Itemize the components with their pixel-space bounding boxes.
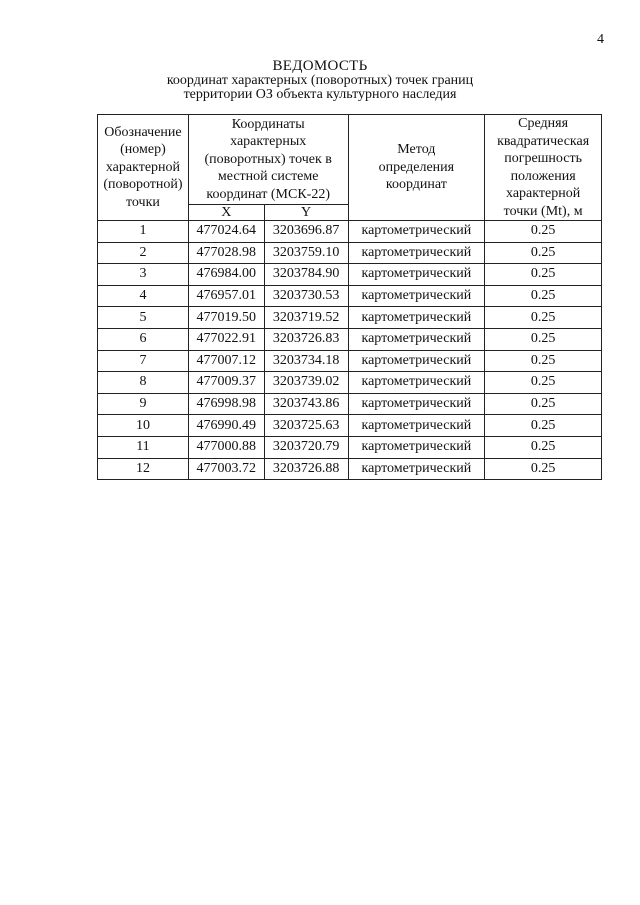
header-method: Метод определения координат (348, 115, 485, 221)
cell-y: 3203726.83 (264, 328, 348, 350)
table-row (98, 328, 602, 350)
cell-method: картометрический (348, 221, 485, 243)
header-coordinates: Координаты характерных (поворотных) точек в местной системе координат (МСК-22) (188, 115, 348, 205)
cell-y: 3203784.90 (264, 264, 348, 286)
cell-mean-square-error: 0.25 (485, 436, 602, 458)
cell-x: 477022.91 (188, 328, 264, 350)
table-row (98, 285, 602, 307)
cell-point-number: 5 (98, 307, 189, 329)
cell-method: картометрический (348, 350, 485, 372)
table-row (98, 350, 602, 372)
cell-mean-square-error: 0.25 (485, 415, 602, 437)
cell-point-number: 1 (98, 221, 189, 243)
table-row (98, 436, 602, 458)
cell-point-number: 2 (98, 242, 189, 264)
table-row (98, 415, 602, 437)
coordinates-table (97, 114, 602, 480)
cell-point-number: 12 (98, 458, 189, 480)
cell-mean-square-error: 0.25 (485, 242, 602, 264)
table-row (98, 372, 602, 394)
cell-y: 3203739.02 (264, 372, 348, 394)
cell-method: картометрический (348, 264, 485, 286)
cell-method: картометрический (348, 328, 485, 350)
cell-mean-square-error: 0.25 (485, 350, 602, 372)
document-title: ВЕДОМОСТЬ (272, 58, 368, 74)
table-body (98, 221, 602, 480)
cell-mean-square-error: 0.25 (485, 372, 602, 394)
cell-point-number: 9 (98, 393, 189, 415)
cell-x: 477024.64 (188, 221, 264, 243)
cell-x: 476998.98 (188, 393, 264, 415)
header-x: X (188, 205, 264, 221)
cell-x: 476990.49 (188, 415, 264, 437)
cell-x: 477007.12 (188, 350, 264, 372)
cell-x: 477000.88 (188, 436, 264, 458)
cell-y: 3203696.87 (264, 221, 348, 243)
cell-point-number: 10 (98, 415, 189, 437)
cell-y: 3203759.10 (264, 242, 348, 264)
cell-mean-square-error: 0.25 (485, 393, 602, 415)
cell-point-number: 8 (98, 372, 189, 394)
document-subtitle-line-2: территории ОЗ объекта культурного наследия (183, 87, 457, 102)
cell-mean-square-error: 0.25 (485, 285, 602, 307)
cell-x: 477028.98 (188, 242, 264, 264)
cell-mean-square-error: 0.25 (485, 221, 602, 243)
table-row (98, 458, 602, 480)
cell-method: картометрический (348, 436, 485, 458)
cell-y: 3203743.86 (264, 393, 348, 415)
header-designation: Обозначение (номер) характерной (поворотной) точки (98, 115, 189, 221)
cell-mean-square-error: 0.25 (485, 307, 602, 329)
table-row (98, 307, 602, 329)
cell-point-number: 4 (98, 285, 189, 307)
cell-mean-square-error: 0.25 (485, 264, 602, 286)
table-row (98, 242, 602, 264)
document-header (0, 58, 640, 102)
cell-y: 3203730.53 (264, 285, 348, 307)
cell-y: 3203726.88 (264, 458, 348, 480)
document-subtitle-line-1: координат характерных (поворотных) точек границ (166, 73, 474, 88)
cell-y: 3203734.18 (264, 350, 348, 372)
header-y: Y (264, 205, 348, 221)
cell-point-number: 3 (98, 264, 189, 286)
cell-mean-square-error: 0.25 (485, 458, 602, 480)
table-row (98, 393, 602, 415)
cell-y: 3203720.79 (264, 436, 348, 458)
cell-x: 477019.50 (188, 307, 264, 329)
cell-method: картометрический (348, 307, 485, 329)
cell-x: 477009.37 (188, 372, 264, 394)
cell-point-number: 11 (98, 436, 189, 458)
cell-method: картометрический (348, 372, 485, 394)
cell-method: картометрический (348, 393, 485, 415)
cell-x: 477003.72 (188, 458, 264, 480)
cell-y: 3203719.52 (264, 307, 348, 329)
cell-method: картометрический (348, 458, 485, 480)
header-mean-square-error: Средняя квадратическая погрешность положения характерной точки (Mt), м (485, 115, 602, 221)
cell-point-number: 7 (98, 350, 189, 372)
table-row (98, 264, 602, 286)
table-header (98, 115, 602, 221)
cell-method: картометрический (348, 415, 485, 437)
cell-point-number: 6 (98, 328, 189, 350)
table-row (98, 221, 602, 243)
cell-mean-square-error: 0.25 (485, 328, 602, 350)
cell-method: картометрический (348, 285, 485, 307)
cell-x: 476957.01 (188, 285, 264, 307)
cell-x: 476984.00 (188, 264, 264, 286)
cell-y: 3203725.63 (264, 415, 348, 437)
page-number: 4 (597, 32, 604, 47)
cell-method: картометрический (348, 242, 485, 264)
